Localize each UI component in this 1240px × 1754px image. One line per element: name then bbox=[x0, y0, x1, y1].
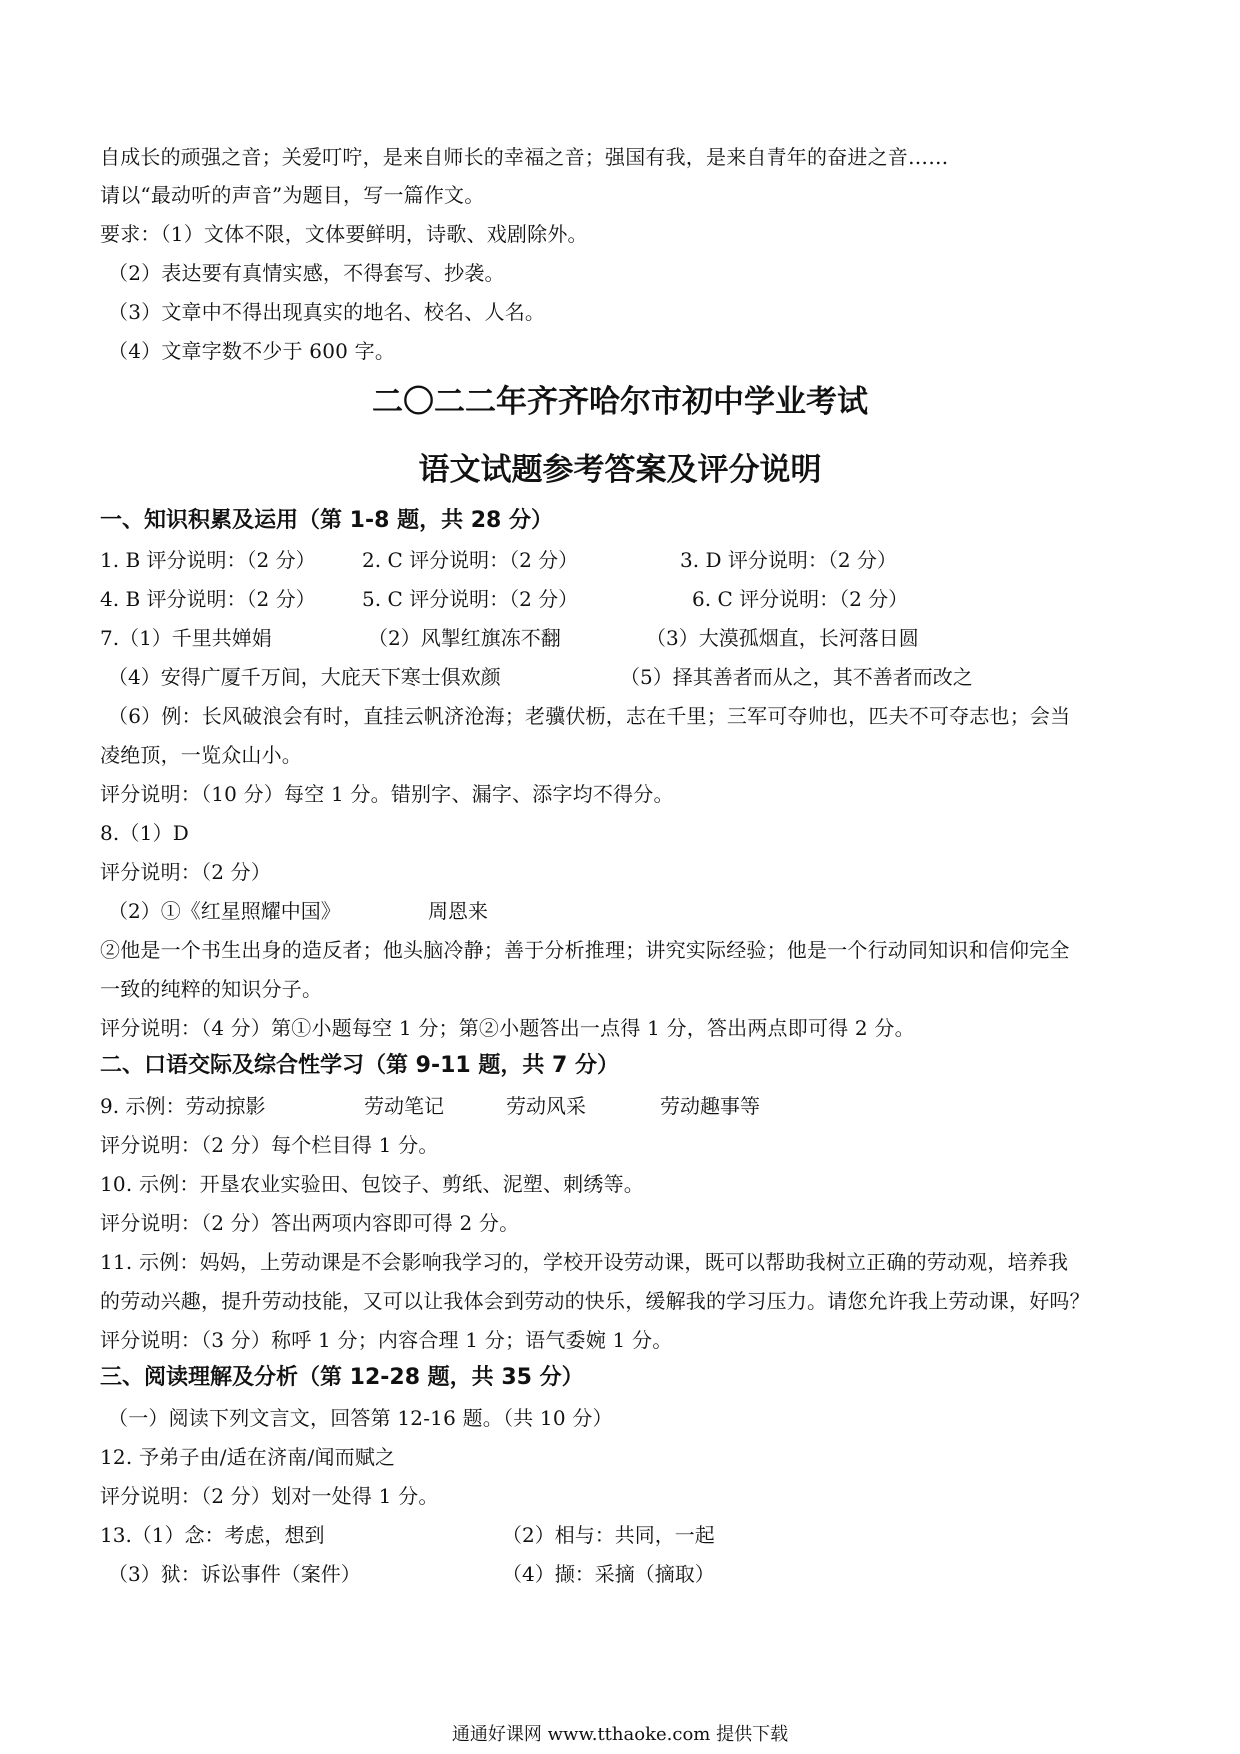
scoring-note-8-2: 评分说明：（4 分）第①小题每空 1 分；第②小题答出一点得 1 分，答出两点即可得 2 分。 bbox=[100, 1016, 915, 1040]
section-2-heading: 二、口语交际及综合性学习（第 9-11 题，共 7 分） bbox=[100, 1053, 619, 1078]
scoring-note-7: 评分说明：（10 分）每空 1 分。错别字、漏字、添字均不得分。 bbox=[100, 782, 674, 806]
answer-7-2: （2）风掣红旗冻不翻 bbox=[368, 626, 561, 650]
answer-8-1: 8.（1）D bbox=[100, 821, 190, 845]
answer-11-line-1: 11. 示例：妈妈，上劳动课是不会影响我学习的，学校开设劳动课，既可以帮助我树立正确的劳动观，培养我 bbox=[100, 1250, 1069, 1274]
answer-8-2-detail-line-2: 一致的纯粹的知识分子。 bbox=[100, 977, 323, 1001]
scoring-note-8-1: 评分说明：（2 分） bbox=[100, 860, 272, 884]
exam-title: 二〇二二年齐齐哈尔市初中学业考试 bbox=[372, 384, 868, 420]
requirement-3: （3）文章中不得出现真实的地名、校名、人名。 bbox=[108, 300, 546, 324]
footer-download-note: 通通好课网 www.tthaoke.com 提供下载 bbox=[451, 1724, 789, 1745]
section-1-heading: 一、知识积累及运用（第 1-8 题，共 28 分） bbox=[100, 508, 553, 533]
answer-7-6-line-2: 凌绝顶，一览众山小。 bbox=[100, 743, 302, 767]
answer-13-4: （4）撷：采摘（摘取） bbox=[502, 1562, 715, 1586]
answer-6: 6. C 评分说明：（2 分） bbox=[692, 587, 909, 611]
answer-1: 1. B 评分说明：（2 分） bbox=[100, 548, 316, 572]
answer-9-example-2: 劳动笔记 bbox=[364, 1094, 444, 1118]
answer-7-3: （3）大漠孤烟直，长河落日圆 bbox=[646, 626, 919, 650]
answer-9-example-4: 劳动趣事等 bbox=[660, 1094, 760, 1118]
answer-2: 2. C 评分说明：（2 分） bbox=[362, 548, 579, 572]
answer-13-3: （3）狱：诉讼事件（案件） bbox=[108, 1562, 361, 1586]
section-3-heading: 三、阅读理解及分析（第 12-28 题，共 35 分） bbox=[100, 1365, 584, 1390]
answer-8-2-person: 周恩来 bbox=[428, 899, 488, 923]
answer-5: 5. C 评分说明：（2 分） bbox=[362, 587, 579, 611]
answer-11-line-2: 的劳动兴趣，提升劳动技能，又可以让我体会到劳动的快乐，缓解我的学习压力。请您允许我上劳动课，好吗？ bbox=[100, 1289, 1090, 1313]
answer-9-example-3: 劳动风采 bbox=[506, 1094, 586, 1118]
answer-4: 4. B 评分说明：（2 分） bbox=[100, 587, 316, 611]
answer-key-title: 语文试题参考答案及评分说明 bbox=[418, 452, 822, 488]
scoring-note-11: 评分说明：（3 分）称呼 1 分；内容合理 1 分；语气委婉 1 分。 bbox=[100, 1328, 673, 1352]
prompt-text-line: 自成长的顽强之音；关爱叮咛，是来自师长的幸福之音；强国有我，是来自青年的奋进之音…… bbox=[100, 145, 949, 169]
requirement-2: （2）表达要有真情实感，不得套写、抄袭。 bbox=[108, 261, 505, 285]
prompt-instruction: 请以“最动听的声音”为题目，写一篇作文。 bbox=[100, 183, 485, 207]
answer-13-1: 13.（1）念：考虑，想到 bbox=[100, 1523, 325, 1547]
answer-8-2-detail-line-1: ②他是一个书生出身的造反者；他头脑冷静；善于分析推理；讲究实际经验；他是一个行动同知识和信仰完全 bbox=[100, 938, 1070, 962]
answer-13-2: （2）相与：共同，一起 bbox=[502, 1523, 715, 1547]
answer-12: 12. 予弟子由/适在济南/闻而赋之 bbox=[100, 1445, 396, 1469]
answer-3: 3. D 评分说明：（2 分） bbox=[680, 548, 897, 572]
answer-9-example-1: 9. 示例：劳动掠影 bbox=[100, 1094, 266, 1118]
answer-7-5: （5）择其善者而从之，其不善者而改之 bbox=[620, 665, 973, 689]
requirement-4: （4）文章字数不少于 600 字。 bbox=[108, 339, 396, 363]
requirement-1: 要求：（1）文体不限，文体要鲜明，诗歌、戏剧除外。 bbox=[100, 222, 588, 246]
answer-7-6-line-1: （6）例：长风破浪会有时，直挂云帆济沧海；老骥伏枥，志在千里；三军可夺帅也，匹夫不可夺志也；会当 bbox=[108, 704, 1071, 728]
scoring-note-9: 评分说明：（2 分）每个栏目得 1 分。 bbox=[100, 1133, 439, 1157]
answer-8-2-book: （2）①《红星照耀中国》 bbox=[108, 899, 341, 923]
scoring-note-12: 评分说明：（2 分）划对一处得 1 分。 bbox=[100, 1484, 439, 1508]
subsection-1-heading: （一）阅读下列文言文，回答第 12-16 题。（共 10 分） bbox=[108, 1406, 613, 1430]
answer-10: 10. 示例：开垦农业实验田、包饺子、剪纸、泥塑、刺绣等。 bbox=[100, 1172, 644, 1196]
answer-7-4: （4）安得广厦千万间，大庇天下寒士俱欢颜 bbox=[108, 665, 501, 689]
scoring-note-10: 评分说明：（2 分）答出两项内容即可得 2 分。 bbox=[100, 1211, 520, 1235]
answer-7-1: 7.（1）千里共婵娟 bbox=[100, 626, 272, 650]
